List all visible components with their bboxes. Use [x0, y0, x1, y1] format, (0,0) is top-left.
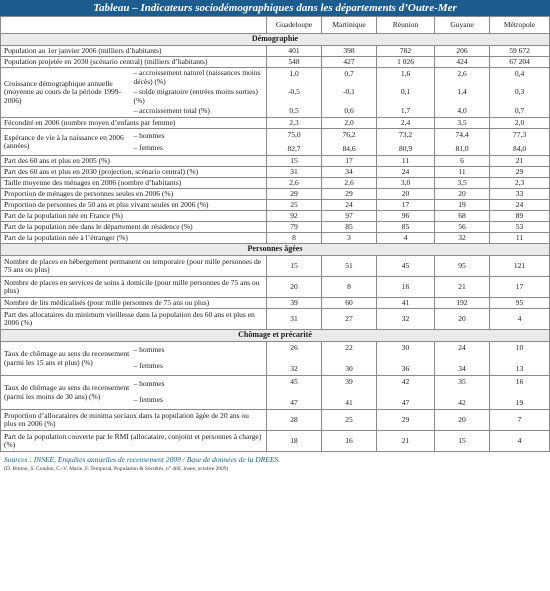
cell-value: 2,0 [322, 118, 377, 129]
cell-value: 29 [322, 189, 377, 200]
cell-value [490, 129, 550, 156]
cell-value [322, 129, 377, 156]
cell-value: 95 [435, 256, 490, 277]
cell-subvalue: 39 [345, 376, 353, 386]
cell-value: 24 [322, 200, 377, 211]
cell-value: 85 [322, 222, 377, 233]
cell-subvalue: 74,4 [455, 129, 469, 139]
cell-value: 29 [490, 167, 550, 178]
table-row-esperance [1, 129, 550, 156]
cell-subvalue: 81,0 [455, 144, 469, 154]
cell-subvalue: 4,0 [457, 106, 467, 116]
cell-subvalue: 84,6 [342, 144, 356, 154]
sources-note: Sources : INSEE, Enquêtes annuelles de recensement 2009 / Base de données de la DREES. [4, 455, 281, 464]
cell-value: 21 [435, 277, 490, 298]
cell-subvalue: 30 [401, 342, 410, 352]
cell-value: 8 [267, 233, 322, 244]
cell-value: 68 [435, 211, 490, 222]
row-label: Proportion de ménages de personnes seules en 2006 (%) [1, 189, 267, 200]
row-sub-label: – hommes [133, 130, 165, 140]
cell-value [267, 129, 322, 156]
cell-value: 20 [435, 410, 490, 431]
cell-subvalue: 45 [290, 376, 298, 386]
cell-subvalue: 47 [401, 398, 410, 408]
cell-subvalue: 77,3 [512, 129, 527, 139]
cell-value: 29 [377, 410, 435, 431]
cell-value: 11 [490, 233, 550, 244]
header-row [1, 17, 550, 34]
row-sub-label: – femmes [133, 395, 163, 405]
row-label: Taille moyenne des ménages en 2006 (nombre d’habitants) [1, 178, 267, 189]
cell-value: 79 [267, 222, 322, 233]
row-label: Part de la population née à l’étranger (%) [1, 233, 267, 244]
table-row-menages_seules [1, 189, 550, 200]
cell-value: 85 [377, 222, 435, 233]
row-sub-label: – femmes [133, 361, 163, 371]
cell-value [490, 342, 550, 376]
cell-value [435, 342, 490, 376]
cell-value: 21 [490, 156, 550, 167]
cell-value: 3,5 [435, 118, 490, 129]
cell-value: 29 [267, 189, 322, 200]
cell-subvalue: 24 [458, 342, 466, 352]
cell-value [435, 376, 490, 410]
row-sub-label: – solde migratoire (entrées moins sorties) (%) [133, 87, 258, 105]
cell-value [435, 68, 490, 118]
row-sub-label: – femmes [133, 143, 163, 153]
table-row-hebergement [1, 256, 550, 277]
cell-value: 4 [377, 233, 435, 244]
row-label [1, 129, 267, 156]
cell-subvalue: 13 [515, 364, 524, 374]
row-label: Part de la population née dans le département de résidence (%) [1, 222, 267, 233]
row-label [1, 376, 267, 410]
table-row-taille [1, 178, 550, 189]
cell-value: 11 [435, 167, 490, 178]
cell-value: 51 [322, 256, 377, 277]
cell-value [322, 68, 377, 118]
cell-subvalue: 34 [458, 364, 466, 374]
cell-value: 15 [267, 156, 322, 167]
cell-value: 427 [322, 57, 377, 68]
row-group-label: Espérance de vie à la naissance en 2006 (années) [4, 132, 124, 150]
row-group-label: Croissance démographique annuelle (moyenne au cours de la période 1999-2006) [4, 78, 122, 105]
cell-value [267, 68, 322, 118]
cell-value: 24 [490, 200, 550, 211]
cell-subvalue: 30 [345, 364, 353, 374]
table-row-lits [1, 298, 550, 309]
cell-value [267, 376, 322, 410]
cell-value: 32 [435, 233, 490, 244]
table-row-chom30 [1, 376, 550, 410]
cell-subvalue: 0,3 [514, 87, 525, 97]
cell-value: 31 [267, 167, 322, 178]
cell-subvalue: 32 [290, 364, 298, 374]
cell-value [322, 376, 377, 410]
row-label: Part de la population couverte par le RMI (allocataire, conjoint et personnes à charge) (%) [1, 431, 267, 452]
cell-subvalue: 0,5 [289, 106, 299, 116]
cell-subvalue: 0,4 [514, 68, 525, 78]
table-row-p60_2030 [1, 167, 550, 178]
cell-value [490, 68, 550, 118]
cell-subvalue: 47 [290, 398, 298, 408]
cell-value: 16 [322, 431, 377, 452]
col-header: Guyane [435, 17, 490, 34]
row-label [1, 68, 267, 118]
cell-value [377, 129, 435, 156]
row-label: Fécondité en 2006 (nombre moyen d’enfants par femme) [1, 118, 267, 129]
cell-value: 24 [377, 167, 435, 178]
cell-value: 398 [322, 46, 377, 57]
cell-value: 92 [267, 211, 322, 222]
row-label: Part de la population née en France (%) [1, 211, 267, 222]
table-row-p60_2005 [1, 156, 550, 167]
table-row-minima [1, 410, 550, 431]
row-group-label: Taux de chômage au sens du recensement (parmi les 15 ans et plus) (%) [4, 349, 130, 367]
cell-subvalue: 1,6 [400, 68, 411, 78]
col-header: Martinique [322, 17, 377, 34]
table-title: Tableau – Indicateurs sociodémographiques dans les départements d’Outre-Mer [0, 0, 550, 16]
cell-subvalue: 73,2 [398, 129, 413, 139]
cell-value: 33 [490, 189, 550, 200]
cell-value [435, 129, 490, 156]
cell-subvalue: 26 [290, 342, 298, 352]
cell-value: 25 [322, 410, 377, 431]
cell-value: 45 [377, 256, 435, 277]
cell-value: 7 [490, 410, 550, 431]
cell-subvalue: 75,0 [287, 129, 301, 139]
table-row-p50_seules [1, 200, 550, 211]
row-label: Proportion de personnes de 50 ans et plus vivant seules en 2006 (%) [1, 200, 267, 211]
section-personnes-agees: Personnes âgées [1, 244, 550, 256]
cell-value: 8 [322, 277, 377, 298]
cell-value: 3 [322, 233, 377, 244]
table-row-rmi [1, 431, 550, 452]
cell-value: 20 [267, 277, 322, 298]
cell-value: 95 [490, 298, 550, 309]
cell-value: 11 [377, 156, 435, 167]
cell-subvalue: 84,0 [512, 144, 527, 154]
cell-value: 2,3 [490, 178, 550, 189]
cell-value [377, 68, 435, 118]
table-row-nee_etranger [1, 233, 550, 244]
table-row-croissance [1, 68, 550, 118]
row-label: Part des allocataires du minimum vieillesse dans la population des 60 ans et plus en 2006 (%) [1, 309, 267, 330]
cell-subvalue: 0,6 [344, 106, 354, 116]
cell-value: 20 [435, 189, 490, 200]
cell-value: 17 [322, 156, 377, 167]
cell-value: 60 [322, 298, 377, 309]
cell-value: 3,0 [377, 178, 435, 189]
cell-value: 6 [435, 156, 490, 167]
row-group-label: Taux de chômage au sens du recensement (parmi les moins de 30 ans) (%) [4, 383, 130, 401]
cell-value: 25 [267, 200, 322, 211]
table-row-chom15 [1, 342, 550, 376]
row-label: Proportion d’allocataires de minima sociaux dans la population âgée de 20 ans ou plus en 2006 (%) [1, 410, 267, 431]
row-label: Part des 60 ans et plus en 2030 (projection, scénario central) (%) [1, 167, 267, 178]
cell-subvalue: 0,1 [400, 87, 411, 97]
cell-value: 2,0 [490, 118, 550, 129]
section-demographie: Démographie [1, 34, 550, 46]
cell-value: 548 [267, 57, 322, 68]
cell-subvalue: -0,5 [288, 87, 300, 97]
cell-value: 15 [267, 256, 322, 277]
table-row-nee_dept [1, 222, 550, 233]
table-row-fecondite [1, 118, 550, 129]
cell-subvalue: 1,7 [400, 106, 411, 116]
citation: (D. Breton, S. Condon, C.-V. Marie, F. Temporal, Population & Sociétés, n° 460, Insee, octobre 2009) [4, 466, 229, 472]
cell-subvalue: 42 [401, 376, 410, 386]
row-label: Population projetée en 2030 (scénario central) (milliers d’habitants) [1, 57, 267, 68]
cell-value: 424 [435, 57, 490, 68]
cell-value: 21 [377, 431, 435, 452]
cell-value: 34 [322, 167, 377, 178]
cell-value [322, 342, 377, 376]
cell-subvalue: 1,4 [457, 87, 467, 97]
cell-value: 20 [435, 309, 490, 330]
cell-value: 27 [322, 309, 377, 330]
indicators-table [0, 16, 550, 452]
cell-value: 192 [435, 298, 490, 309]
row-sub-label: – hommes [133, 379, 165, 389]
row-sub-label: – accroissement total (%) [133, 106, 210, 116]
cell-value: 18 [267, 431, 322, 452]
cell-subvalue: 42 [458, 398, 466, 408]
cell-subvalue: 82,7 [287, 144, 301, 154]
cell-value: 17 [490, 277, 550, 298]
cell-value: 4 [490, 431, 550, 452]
cell-subvalue: 80,9 [398, 144, 413, 154]
row-label: Population au 1er janvier 2006 (milliers d’habitants) [1, 46, 267, 57]
cell-subvalue: 19 [515, 398, 524, 408]
table-row-soins [1, 277, 550, 298]
cell-subvalue: 10 [515, 342, 524, 352]
col-header: Réunion [377, 17, 435, 34]
cell-value: 2,3 [267, 118, 322, 129]
header-blank [1, 17, 267, 34]
cell-value: 2,6 [267, 178, 322, 189]
cell-subvalue: 22 [345, 342, 353, 352]
cell-subvalue: -0,1 [343, 87, 355, 97]
row-label: Nombre de lits médicalisés (pour mille personnes de 75 ans ou plus) [1, 298, 267, 309]
cell-value: 39 [267, 298, 322, 309]
cell-value [377, 342, 435, 376]
cell-value: 121 [490, 256, 550, 277]
cell-value: 206 [435, 46, 490, 57]
col-header: Guadeloupe [267, 17, 322, 34]
cell-subvalue: 0,7 [514, 106, 525, 116]
cell-value: 53 [490, 222, 550, 233]
cell-value [267, 342, 322, 376]
cell-subvalue: 16 [515, 376, 524, 386]
cell-value: 20 [377, 189, 435, 200]
row-label: Nombre de places en hébergement permanent ou temporaire (pour mille personnes de 75 ans ou plus) [1, 256, 267, 277]
row-label: Part des 60 ans et plus en 2005 (%) [1, 156, 267, 167]
cell-value: 1 026 [377, 57, 435, 68]
cell-value: 3,5 [435, 178, 490, 189]
cell-value [490, 376, 550, 410]
cell-value: 17 [377, 200, 435, 211]
cell-value: 4 [490, 309, 550, 330]
cell-value: 32 [377, 309, 435, 330]
cell-value [377, 376, 435, 410]
table-row-pop2006 [1, 46, 550, 57]
cell-value: 19 [435, 200, 490, 211]
row-sub-label: – accroissement naturel (naissances moins décès) (%) [133, 68, 261, 86]
table-row-pop2030 [1, 57, 550, 68]
table-row-min_vieillesse [1, 309, 550, 330]
cell-subvalue: 76,2 [342, 129, 356, 139]
cell-value: 59 672 [490, 46, 550, 57]
cell-value: 96 [377, 211, 435, 222]
cell-subvalue: 36 [401, 364, 410, 374]
cell-value: 97 [322, 211, 377, 222]
cell-value: 15 [435, 431, 490, 452]
cell-value: 41 [377, 298, 435, 309]
cell-value: 67 204 [490, 57, 550, 68]
cell-subvalue: 41 [345, 398, 353, 408]
cell-subvalue: 1,0 [289, 68, 299, 78]
cell-subvalue: 2,6 [457, 68, 467, 78]
section-chomage: Chômage et précarité [1, 330, 550, 342]
cell-value: 2,4 [377, 118, 435, 129]
cell-value: 28 [267, 410, 322, 431]
cell-value: 89 [490, 211, 550, 222]
row-label [1, 342, 267, 376]
cell-value: 401 [267, 46, 322, 57]
cell-value: 16 [377, 277, 435, 298]
cell-value: 782 [377, 46, 435, 57]
cell-value: 2,6 [322, 178, 377, 189]
col-header: Métropole [490, 17, 550, 34]
cell-subvalue: 35 [458, 376, 466, 386]
row-label: Nombre de places en services de soins à domicile (pour mille personnes de 75 ans ou plus) [1, 277, 267, 298]
row-sub-label: – hommes [133, 345, 165, 355]
cell-subvalue: 0,7 [344, 68, 354, 78]
cell-value: 31 [267, 309, 322, 330]
table-row-nee_france [1, 211, 550, 222]
cell-value: 56 [435, 222, 490, 233]
